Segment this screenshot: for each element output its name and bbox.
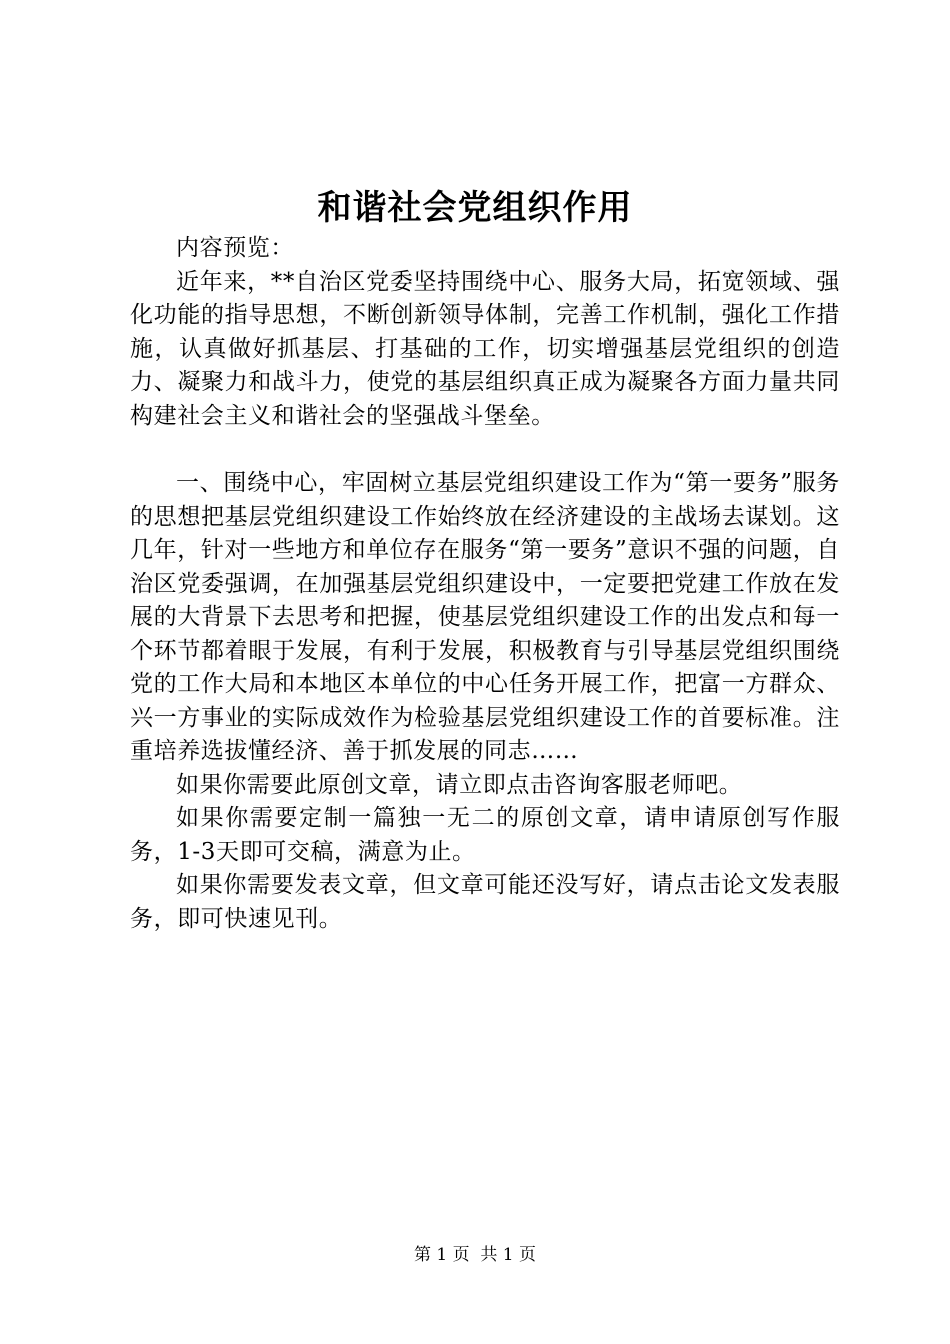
- cta-publish-paragraph: 如果你需要发表文章，但文章可能还没写好，请点击论文发表服务，即可快速见刊。: [130, 872, 840, 932]
- intro-paragraph: 近年来，**自治区党委坚持围绕中心、服务大局，拓宽领域、强化功能的指导思想，不断创新领导体制，完善工作机制，强化工作措施，认真做好抓基层、打基础的工作，切实增强基层党组织的创造力、凝聚力和战斗力，使党的基层组织真正成为凝聚各方面力量共同构建社会主义和谐社会的坚强战斗堡垒。: [130, 268, 840, 429]
- cta-custom-writing-paragraph: 如果你需要定制一篇独一无二的原创文章，请申请原创写作服务，1-3天即可交稿，满意为止。: [130, 805, 840, 865]
- preview-label: 内容预览：: [176, 235, 294, 261]
- cta-consult-paragraph: 如果你需要此原创文章，请立即点击咨询客服老师吧。: [176, 771, 743, 798]
- paragraph-spacer: [130, 433, 840, 467]
- section-1-paragraph: 一、围绕中心，牢固树立基层党组织建设工作为“第一要务”服务的思想把基层党组织建设工作始终放在经济建设的主战场去谋划。这几年，针对一些地方和单位存在服务“第一要务”意识不强的问题，自治区党委强调，在加强基层党组织建设中，一定要把党建工作放在发展的大背景下去思考和把握，使基层党组织建设工作的出发点和每一个环节都着眼于发展，有利于发展，积极教育与引导基层党组织围绕党的工作大局和本地区本单位的中心任务开展工作，把富一方群众、兴一方事业的实际成效作为检验基层党组织建设工作的首要标准。注重培养选拔懂经济、善于抓发展的同志……: [130, 470, 840, 764]
- document-title: 和谐社会党组织作用: [317, 188, 633, 228]
- document-body: [130, 232, 840, 936]
- page-footer: 第 1 页 共 1 页: [413, 1245, 537, 1265]
